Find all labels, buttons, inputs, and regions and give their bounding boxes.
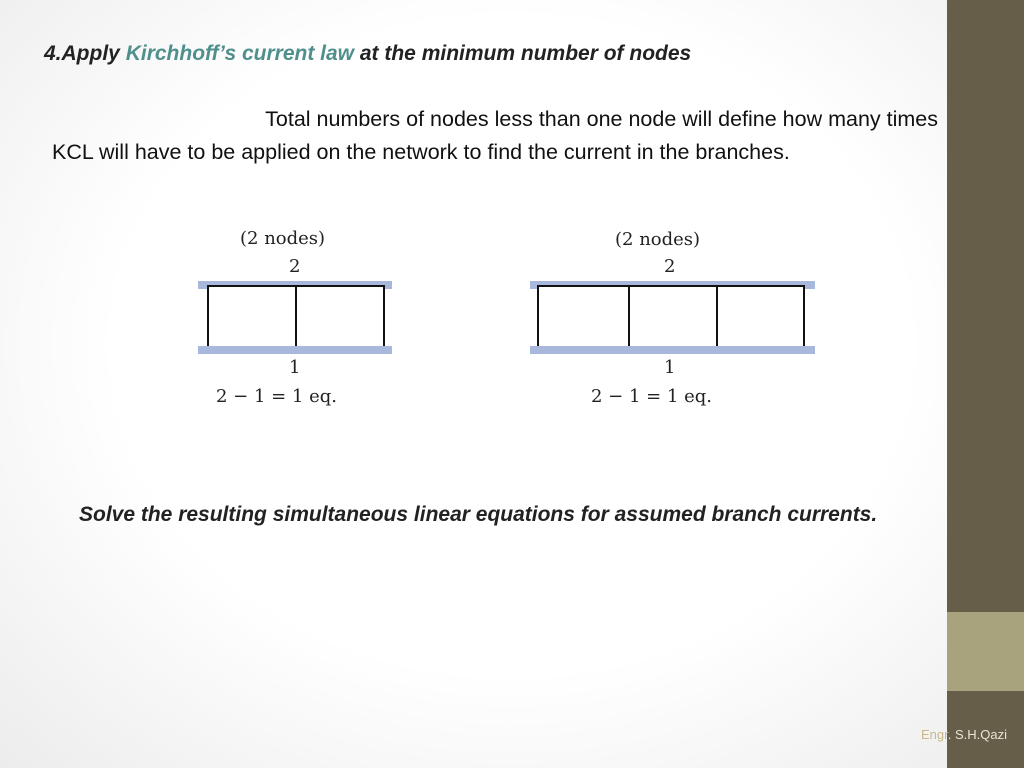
closing-instruction: Solve the resulting simultaneous linear equations for assumed branch currents. xyxy=(79,503,878,526)
diagram-1-caption: (2 nodes) xyxy=(240,228,326,249)
decorative-side-band xyxy=(947,0,1024,768)
footer-faded-text: Engr xyxy=(921,727,948,742)
diagram-1-equation: 2 − 1 = 1 eq. xyxy=(216,386,338,407)
diagram-2-branch-1 xyxy=(628,287,630,349)
diagram-2-bottom-node: 1 xyxy=(664,357,676,378)
paragraph-line-2: KCL will have to be applied on the network to find the current in the branches. xyxy=(52,140,790,164)
diagram-1-bottom-node: 1 xyxy=(289,357,301,378)
diagram-1-circuit xyxy=(207,285,385,351)
diagram-1-branch xyxy=(295,287,297,349)
explanation-paragraph xyxy=(48,103,938,169)
diagram-2-circuit xyxy=(537,285,805,351)
node-diagram-2 xyxy=(530,226,820,416)
diagram-1-top-node: 2 xyxy=(289,256,301,277)
diagram-2-caption: (2 nodes) xyxy=(615,229,701,250)
diagram-2-top-node: 2 xyxy=(664,256,676,277)
diagram-1-bottom-node-bar xyxy=(198,346,392,354)
diagram-2-bottom-node-bar xyxy=(530,346,815,354)
heading-prefix: 4.Apply xyxy=(44,42,126,65)
slide-heading xyxy=(44,42,924,66)
heading-suffix: at the minimum number of nodes xyxy=(354,42,692,65)
footer-name: . S.H.Qazi xyxy=(947,727,1007,742)
diagram-2-equation: 2 − 1 = 1 eq. xyxy=(591,386,713,407)
node-diagram-1 xyxy=(198,226,398,416)
paragraph-line-1: Total numbers of nodes less than one node will define how many times xyxy=(265,107,938,131)
side-band-dark xyxy=(947,0,1024,612)
side-band-light xyxy=(947,612,1024,691)
diagram-2-branch-2 xyxy=(716,287,718,349)
author-footer xyxy=(921,727,1007,742)
heading-accent: Kirchhoff’s current law xyxy=(125,42,355,65)
